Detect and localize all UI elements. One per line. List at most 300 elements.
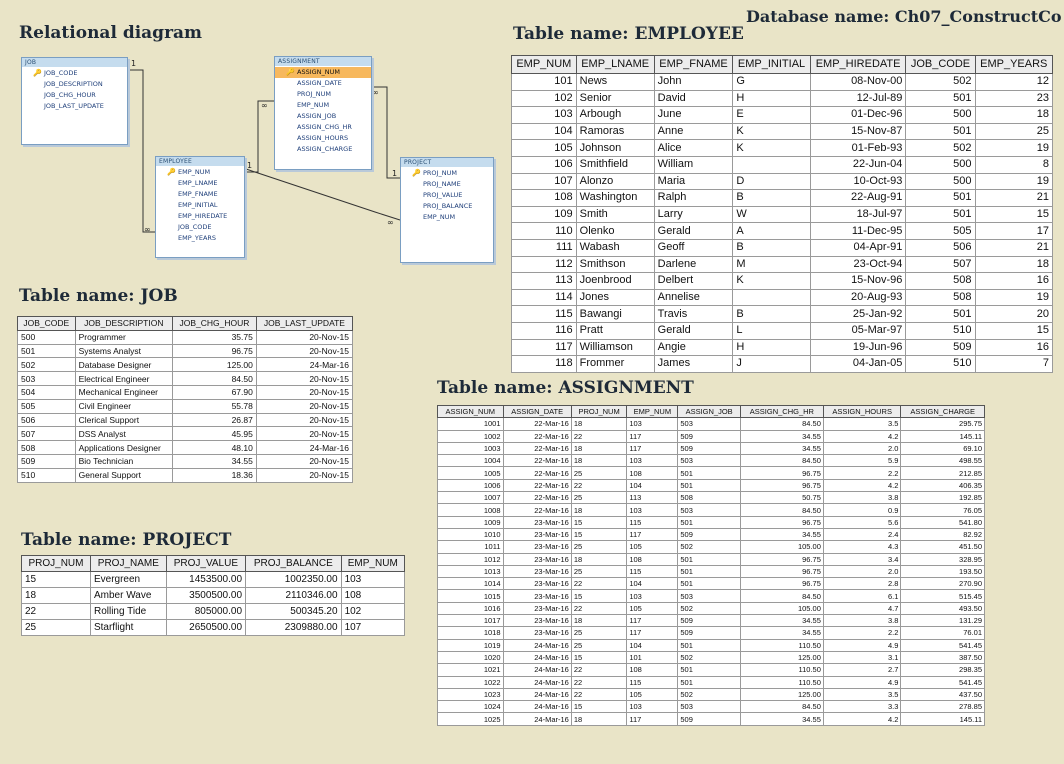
table-cell: 193.50 <box>901 565 985 577</box>
table-row <box>438 430 985 442</box>
table-cell: 1012 <box>438 553 504 565</box>
table-cell: 500 <box>906 173 975 190</box>
table-cell: 1002350.00 <box>246 572 342 588</box>
table-cell: Database Designer <box>75 358 172 372</box>
table-cell: 503 <box>678 418 741 430</box>
table-row <box>22 588 405 604</box>
table-cell: Washington <box>576 190 654 207</box>
table-cell: 107 <box>512 173 577 190</box>
table-cell: 21 <box>975 239 1052 256</box>
entity-field: EMP_NUM <box>297 101 330 109</box>
table-cell: 04-Jan-05 <box>810 356 906 373</box>
table-cell: 3.4 <box>823 553 901 565</box>
cardinality-one-job: 1 <box>131 59 137 68</box>
table-cell: 451.50 <box>901 541 985 553</box>
employee-entity-box[interactable] <box>155 156 245 258</box>
table-cell: 1016 <box>438 602 504 614</box>
table-cell: 19 <box>975 173 1052 190</box>
column-header: JOB_DESCRIPTION <box>75 317 172 331</box>
table-cell: 502 <box>678 688 741 700</box>
table-cell: B <box>733 306 810 323</box>
table-cell: K <box>733 273 810 290</box>
table-row <box>438 651 985 663</box>
table-cell: Wabash <box>576 239 654 256</box>
table-cell: 105.00 <box>740 541 823 553</box>
table-row <box>22 572 405 588</box>
project-table <box>21 555 405 636</box>
table-cell: 501 <box>678 664 741 676</box>
table-cell: 107 <box>341 620 404 636</box>
table-row <box>512 256 1053 273</box>
table-cell: 15-Nov-96 <box>810 273 906 290</box>
table-cell: Civil Engineer <box>75 399 172 413</box>
table-row <box>512 356 1053 373</box>
table-cell: 84.50 <box>740 418 823 430</box>
table-cell: 501 <box>906 206 975 223</box>
key-icon: 🔑 <box>167 168 176 176</box>
table-cell: 507 <box>18 427 76 441</box>
table-cell: 25 <box>571 492 627 504</box>
table-cell: Delbert <box>654 273 733 290</box>
table-row <box>18 399 353 413</box>
table-cell: 84.50 <box>740 504 823 516</box>
table-cell <box>733 156 810 173</box>
table-cell: 22-Jun-04 <box>810 156 906 173</box>
table-cell: B <box>733 239 810 256</box>
table-cell: 117 <box>627 442 678 454</box>
entity-field-key: 🔑 JOB_CODE <box>33 69 78 77</box>
table-cell: 6.1 <box>823 590 901 602</box>
table-cell: 103 <box>512 107 577 124</box>
table-cell: 35.75 <box>172 330 256 344</box>
table-cell: 20-Nov-15 <box>256 330 352 344</box>
table-cell: 20-Nov-15 <box>256 372 352 386</box>
table-row <box>512 306 1053 323</box>
table-cell: Maria <box>654 173 733 190</box>
table-cell: Darlene <box>654 256 733 273</box>
table-cell: J <box>733 356 810 373</box>
table-cell: Clerical Support <box>75 413 172 427</box>
table-cell: 110.50 <box>740 664 823 676</box>
table-cell: 505 <box>906 223 975 240</box>
column-header: JOB_CODE <box>18 317 76 331</box>
entity-field: EMP_HIREDATE <box>178 212 228 220</box>
table-cell: 500 <box>18 330 76 344</box>
table-cell: 8 <box>975 156 1052 173</box>
project-entity-box[interactable] <box>400 157 494 263</box>
table-cell: Amber Wave <box>90 588 166 604</box>
table-row <box>438 602 985 614</box>
table-cell: 34.55 <box>740 713 823 725</box>
table-cell: 05-Mar-97 <box>810 322 906 339</box>
table-cell: 2110346.00 <box>246 588 342 604</box>
table-cell: 508 <box>18 441 76 455</box>
table-cell: 2309880.00 <box>246 620 342 636</box>
table-cell: Bio Technician <box>75 454 172 468</box>
table-cell: K <box>733 140 810 157</box>
entity-field: ASSIGN_CHG_HR <box>297 123 352 131</box>
table-cell: 22-Mar-16 <box>503 467 571 479</box>
project-table-title: Table name: PROJECT <box>21 530 232 550</box>
table-cell: 82.92 <box>901 528 985 540</box>
table-cell: 23-Oct-94 <box>810 256 906 273</box>
table-cell: 4.9 <box>823 639 901 651</box>
entity-field: PROJ_NUM <box>297 90 331 98</box>
table-cell: 1014 <box>438 578 504 590</box>
entity-field: ASSIGN_HOURS <box>297 134 349 142</box>
table-cell: 328.95 <box>901 553 985 565</box>
column-header: EMP_NUM <box>627 406 678 418</box>
table-cell: 24-Mar-16 <box>503 664 571 676</box>
column-header: EMP_NUM <box>512 56 577 74</box>
table-row <box>18 330 353 344</box>
table-cell: 509 <box>678 430 741 442</box>
table-cell: 84.50 <box>740 701 823 713</box>
entity-name: JOB <box>22 58 127 67</box>
table-cell: 4.2 <box>823 430 901 442</box>
table-cell: DSS Analyst <box>75 427 172 441</box>
entity-name: ASSIGNMENT <box>275 57 371 66</box>
table-row <box>512 190 1053 207</box>
column-header: PROJ_NUM <box>22 556 91 572</box>
table-cell: 3.8 <box>823 615 901 627</box>
assignment-table-title: Table name: ASSIGNMENT <box>437 378 694 398</box>
table-row <box>18 385 353 399</box>
table-cell: 22 <box>571 688 627 700</box>
table-cell: 2.8 <box>823 578 901 590</box>
table-cell: 55.78 <box>172 399 256 413</box>
table-cell: 503 <box>678 701 741 713</box>
table-row <box>512 74 1053 91</box>
table-cell: 01-Feb-93 <box>810 140 906 157</box>
table-row <box>512 140 1053 157</box>
table-cell: 1003 <box>438 442 504 454</box>
table-cell: Systems Analyst <box>75 344 172 358</box>
table-cell: 503 <box>678 590 741 602</box>
table-cell: 501 <box>678 676 741 688</box>
table-cell: Applications Designer <box>75 441 172 455</box>
table-cell: 84.50 <box>740 455 823 467</box>
employee-project-relationship <box>243 168 400 220</box>
table-cell: 506 <box>18 413 76 427</box>
table-cell: 117 <box>627 430 678 442</box>
table-cell: John <box>654 74 733 91</box>
table-cell: 23-Mar-16 <box>503 627 571 639</box>
table-cell: 104 <box>627 479 678 491</box>
table-cell: 22 <box>22 604 91 620</box>
entity-field: EMP_LNAME <box>178 179 218 187</box>
entity-field: EMP_NUM <box>423 213 456 221</box>
table-cell: 103 <box>627 701 678 713</box>
table-cell: 24-Mar-16 <box>503 713 571 725</box>
table-cell: 19 <box>975 140 1052 157</box>
header-row <box>18 317 353 331</box>
table-cell: 76.01 <box>901 627 985 639</box>
table-cell: 103 <box>341 572 404 588</box>
table-cell: 508 <box>906 289 975 306</box>
table-cell: 96.75 <box>740 516 823 528</box>
table-cell: 23-Mar-16 <box>503 516 571 528</box>
table-row <box>18 413 353 427</box>
table-cell: General Support <box>75 468 172 482</box>
table-cell: Evergreen <box>90 572 166 588</box>
table-cell: 510 <box>906 322 975 339</box>
table-cell: 500 <box>906 107 975 124</box>
table-cell: 2.2 <box>823 627 901 639</box>
table-row <box>438 676 985 688</box>
table-cell: 22-Aug-91 <box>810 190 906 207</box>
entity-field: PROJ_VALUE <box>423 191 463 199</box>
table-cell: 23-Mar-16 <box>503 553 571 565</box>
table-cell: 20-Nov-15 <box>256 399 352 413</box>
table-cell: 501 <box>906 190 975 207</box>
column-header: JOB_CHG_HOUR <box>172 317 256 331</box>
table-cell: 104 <box>627 639 678 651</box>
table-cell: 4.7 <box>823 602 901 614</box>
table-cell: G <box>733 74 810 91</box>
table-cell: 96.75 <box>740 553 823 565</box>
table-cell: 15 <box>975 322 1052 339</box>
cardinality-many-employee-job: ∞ <box>144 225 151 234</box>
table-cell: 20-Nov-15 <box>256 413 352 427</box>
table-cell: 24-Mar-16 <box>503 701 571 713</box>
table-cell: 212.85 <box>901 467 985 479</box>
table-cell: Frommer <box>576 356 654 373</box>
table-cell: 24-Mar-16 <box>503 639 571 651</box>
table-cell: 502 <box>18 358 76 372</box>
entity-name: PROJECT <box>401 158 493 167</box>
table-cell: 508 <box>906 273 975 290</box>
table-cell: 10-Oct-93 <box>810 173 906 190</box>
table-cell: 4.2 <box>823 479 901 491</box>
table-cell: 1008 <box>438 504 504 516</box>
table-cell: 5.9 <box>823 455 901 467</box>
table-cell: 502 <box>906 74 975 91</box>
table-cell: 22 <box>571 578 627 590</box>
table-cell: 22-Mar-16 <box>503 442 571 454</box>
table-cell: 24-Mar-16 <box>503 688 571 700</box>
assignment-entity-box[interactable] <box>274 56 372 170</box>
column-header: PROJ_VALUE <box>166 556 245 572</box>
entity-field-key: 🔑 PROJ_NUM <box>412 169 457 177</box>
table-cell: 15 <box>571 651 627 663</box>
table-row <box>438 467 985 479</box>
entity-field: JOB_CHG_HOUR <box>44 91 96 99</box>
table-cell: 102 <box>512 90 577 107</box>
table-cell: 103 <box>627 455 678 467</box>
table-cell: 509 <box>678 442 741 454</box>
table-cell: 2.7 <box>823 664 901 676</box>
table-cell: 101 <box>512 74 577 91</box>
table-cell: 22-Mar-16 <box>503 504 571 516</box>
table-row <box>512 156 1053 173</box>
table-cell: 501 <box>18 344 76 358</box>
table-cell: Johnson <box>576 140 654 157</box>
entity-field-key: 🔑 ASSIGN_NUM <box>275 67 371 78</box>
table-row <box>438 565 985 577</box>
table-cell: 112 <box>512 256 577 273</box>
table-cell: 96.75 <box>740 467 823 479</box>
table-cell: 18.36 <box>172 468 256 482</box>
table-cell: 1015 <box>438 590 504 602</box>
table-cell: 18 <box>571 713 627 725</box>
table-cell: Smithfield <box>576 156 654 173</box>
table-cell: 507 <box>906 256 975 273</box>
entity-field: EMP_INITIAL <box>178 201 218 209</box>
table-cell: 509 <box>678 528 741 540</box>
table-cell: 1013 <box>438 565 504 577</box>
table-cell: 23-Mar-16 <box>503 578 571 590</box>
table-cell: 109 <box>512 206 577 223</box>
table-cell: Starflight <box>90 620 166 636</box>
table-cell: A <box>733 223 810 240</box>
table-row <box>512 90 1053 107</box>
table-cell: 117 <box>627 528 678 540</box>
table-cell: 1007 <box>438 492 504 504</box>
table-cell: 105 <box>627 541 678 553</box>
table-cell: 34.55 <box>740 430 823 442</box>
entity-field-key: 🔑 EMP_NUM <box>167 168 211 176</box>
table-row <box>18 372 353 386</box>
job-entity-box[interactable] <box>21 57 128 145</box>
table-cell: 25 <box>975 123 1052 140</box>
table-cell: Gerald <box>654 322 733 339</box>
table-cell: 503 <box>678 504 741 516</box>
table-cell: 104 <box>627 578 678 590</box>
entity-field: EMP_FNAME <box>178 190 218 198</box>
table-cell: H <box>733 90 810 107</box>
table-cell: 96.75 <box>740 578 823 590</box>
table-row <box>512 206 1053 223</box>
table-cell: 1018 <box>438 627 504 639</box>
entity-field: JOB_CODE <box>178 223 212 231</box>
entity-field: ASSIGN_JOB <box>297 112 337 120</box>
table-row <box>18 468 353 482</box>
cardinality-many-assignment-proj: ∞ <box>372 88 379 97</box>
table-cell: 1001 <box>438 418 504 430</box>
table-cell: 23-Mar-16 <box>503 615 571 627</box>
table-cell: 22-Mar-16 <box>503 479 571 491</box>
table-cell: 67.90 <box>172 385 256 399</box>
table-cell: 501 <box>906 306 975 323</box>
table-cell: 145.11 <box>901 430 985 442</box>
table-cell: 1005 <box>438 467 504 479</box>
table-cell: 18 <box>571 553 627 565</box>
table-cell: 26.87 <box>172 413 256 427</box>
entity-name: EMPLOYEE <box>156 157 244 166</box>
table-row <box>438 492 985 504</box>
table-cell: Gerald <box>654 223 733 240</box>
table-cell: 509 <box>678 627 741 639</box>
table-cell: 541.45 <box>901 639 985 651</box>
table-cell: 1453500.00 <box>166 572 245 588</box>
table-cell: 500345.20 <box>246 604 342 620</box>
table-cell: 20-Nov-15 <box>256 427 352 441</box>
table-cell: 34.55 <box>740 627 823 639</box>
table-cell: 24-Mar-16 <box>503 676 571 688</box>
table-cell: 104 <box>512 123 577 140</box>
table-cell: 509 <box>906 339 975 356</box>
table-cell: Ramoras <box>576 123 654 140</box>
table-cell: 106 <box>512 156 577 173</box>
table-cell: 1006 <box>438 479 504 491</box>
table-cell: 387.50 <box>901 651 985 663</box>
table-cell: L <box>733 322 810 339</box>
table-cell: 113 <box>512 273 577 290</box>
table-cell: K <box>733 123 810 140</box>
column-header: ASSIGN_NUM <box>438 406 504 418</box>
key-icon: 🔑 <box>33 69 42 77</box>
table-cell: 105 <box>627 602 678 614</box>
table-cell: H <box>733 339 810 356</box>
table-cell: 50.75 <box>740 492 823 504</box>
table-cell: Alonzo <box>576 173 654 190</box>
table-cell: 18 <box>975 107 1052 124</box>
table-cell: M <box>733 256 810 273</box>
table-cell: 1022 <box>438 676 504 688</box>
table-cell: Angie <box>654 339 733 356</box>
table-cell: W <box>733 206 810 223</box>
table-cell: 502 <box>906 140 975 157</box>
table-row <box>438 590 985 602</box>
table-cell: 22 <box>571 602 627 614</box>
table-cell: 125.00 <box>740 688 823 700</box>
table-cell: 501 <box>678 565 741 577</box>
table-cell: 2.0 <box>823 565 901 577</box>
table-cell: Pratt <box>576 322 654 339</box>
table-cell: 108 <box>627 467 678 479</box>
table-cell: Bawangi <box>576 306 654 323</box>
table-cell: Joenbrood <box>576 273 654 290</box>
table-cell: 24-Mar-16 <box>503 651 571 663</box>
table-cell: 805000.00 <box>166 604 245 620</box>
table-cell: James <box>654 356 733 373</box>
table-cell: Programmer <box>75 330 172 344</box>
table-cell <box>733 289 810 306</box>
table-cell: 505 <box>18 399 76 413</box>
table-cell: 115 <box>627 676 678 688</box>
table-cell: 101 <box>627 651 678 663</box>
table-cell: 1017 <box>438 615 504 627</box>
table-row <box>438 455 985 467</box>
table-row <box>512 239 1053 256</box>
key-icon: 🔑 <box>286 68 295 76</box>
column-header: PROJ_NUM <box>571 406 627 418</box>
table-row <box>438 688 985 700</box>
header-row <box>438 406 985 418</box>
table-cell: 22-Mar-16 <box>503 492 571 504</box>
table-cell: 504 <box>18 385 76 399</box>
table-cell: 19 <box>975 289 1052 306</box>
table-cell: 20-Aug-93 <box>810 289 906 306</box>
table-cell: 131.29 <box>901 615 985 627</box>
table-cell: Senior <box>576 90 654 107</box>
table-cell: 103 <box>627 504 678 516</box>
table-cell: 105.00 <box>740 602 823 614</box>
table-cell: 23 <box>975 90 1052 107</box>
table-cell: 12 <box>975 74 1052 91</box>
table-cell: 15 <box>571 516 627 528</box>
table-cell: 117 <box>627 713 678 725</box>
table-cell: David <box>654 90 733 107</box>
entity-field: JOB_DESCRIPTION <box>44 80 103 88</box>
table-cell: 0.9 <box>823 504 901 516</box>
table-cell: 23-Mar-16 <box>503 590 571 602</box>
employee-table-title: Table name: EMPLOYEE <box>513 24 744 44</box>
table-cell: 108 <box>512 190 577 207</box>
table-cell: 15 <box>571 528 627 540</box>
table-cell: 34.55 <box>740 528 823 540</box>
